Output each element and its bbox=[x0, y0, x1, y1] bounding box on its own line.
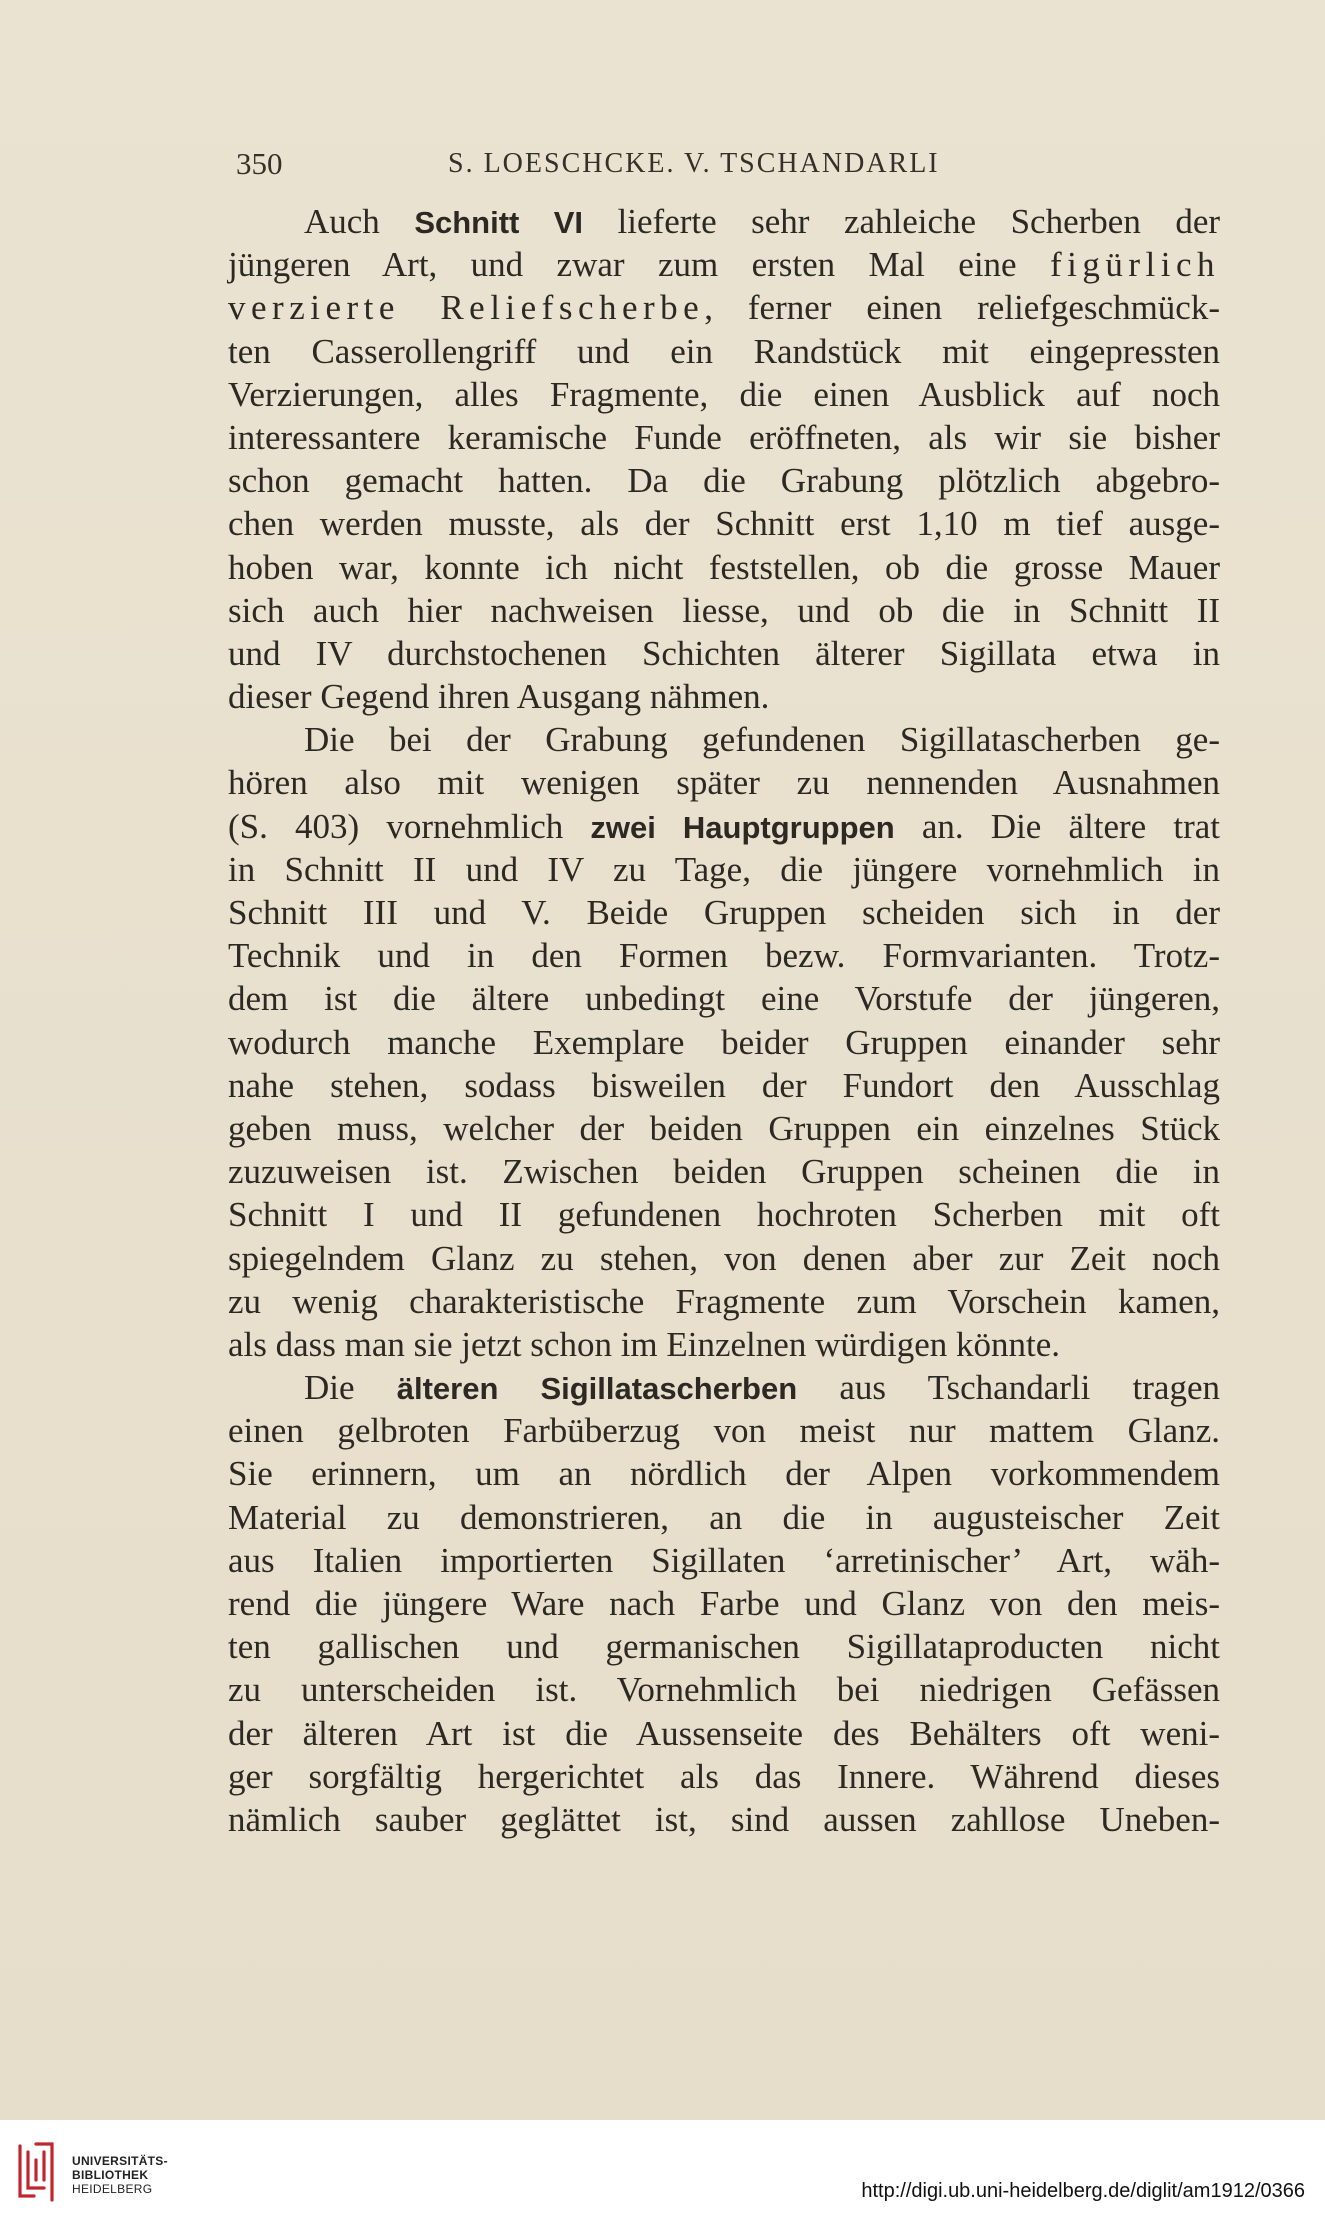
text-line: ten Casserollengriff und ein Randstück mit eingepressten bbox=[228, 331, 1220, 371]
text-line: wodurch manche Exemplare beider Gruppen einander sehr bbox=[228, 1022, 1220, 1062]
text-line: rend die jüngere Ware nach Farbe und Glanz von den meis- bbox=[228, 1584, 1220, 1623]
text-line: geben muss, welcher der beiden Gruppen ein einzelnes Stück bbox=[228, 1108, 1220, 1148]
text-line: aus Italien importierten Sigillaten ‘arretinischer’ Art, wäh- bbox=[228, 1540, 1220, 1580]
source-url[interactable]: http://digi.ub.uni-heidelberg.de/diglit/am1912/0366 bbox=[861, 2180, 1305, 2202]
text-line: Schnitt III und V. Beide Gruppen scheiden sich in der bbox=[228, 893, 1220, 932]
text-line: schon gemacht hatten. Da die Grabung plötzlich abgebro- bbox=[228, 461, 1220, 501]
text-line: Die älteren Sigillatascherben aus Tschandarli tragen bbox=[304, 1368, 1220, 1408]
text-line: Die bei der Grabung gefundenen Sigillatascherben ge- bbox=[304, 720, 1220, 760]
page-number: 350 bbox=[236, 146, 283, 181]
spaced-term: verzierte Reliefscherbe bbox=[228, 288, 705, 328]
text-line: in Schnitt II und IV zu Tage, die jüngere vornehmlich in bbox=[228, 849, 1220, 889]
text-line: hören also mit wenigen später zu nennenden Ausnahmen bbox=[228, 763, 1220, 803]
text-line: zu unterscheiden ist. Vornehmlich bei niedrigen Gefässen bbox=[228, 1670, 1220, 1710]
text-line: sich auch hier nachweisen liesse, und ob die in Schnitt II bbox=[228, 590, 1220, 630]
text-line: (S. 403) vornehmlich zwei Hauptgruppen an. Die ältere trat bbox=[228, 806, 1220, 846]
text-line: spiegelndem Glanz zu stehen, von denen aber zur Zeit noch bbox=[228, 1238, 1220, 1278]
text-line: Schnitt I und II gefundenen hochroten Scherben mit oft bbox=[228, 1195, 1220, 1235]
text-line: Technik und in den Formen bezw. Formvarianten. Trotz- bbox=[228, 936, 1220, 976]
text-line: Material zu demonstrieren, an die in augusteischer Zeit bbox=[228, 1497, 1220, 1537]
text-line: interessantere keramische Funde eröffneten, als wir sie bisher bbox=[228, 417, 1220, 457]
text-line: Auch Schnitt VI lieferte sehr zahleiche Scherben der bbox=[304, 202, 1221, 241]
text-line: nahe stehen, sodass bisweilen der Fundort den Ausschlag bbox=[228, 1065, 1220, 1105]
bold-term: zwei Hauptgruppen bbox=[590, 809, 895, 845]
text-line: dieser Gegend ihren Ausgang nähmen. bbox=[228, 677, 770, 717]
text-line: zuzuweisen ist. Zwischen beiden Gruppen scheinen die in bbox=[228, 1152, 1220, 1192]
text-line: jüngeren Art, und zwar zum ersten Mal eine figürlich bbox=[228, 245, 1220, 285]
university-library-logo-icon bbox=[14, 2138, 62, 2204]
text-line: ten gallischen und germanischen Sigillataproducten nicht bbox=[228, 1627, 1220, 1667]
text-line: chen werden musste, als der Schnitt erst 1,10 m tief ausge- bbox=[228, 504, 1220, 544]
text-line: ger sorgfältig hergerichtet als das Innere. Während dieses bbox=[228, 1756, 1220, 1796]
bold-term: Schnitt VI bbox=[414, 205, 584, 240]
text-line: nämlich sauber geglättet ist, sind aussen zahllose Uneben- bbox=[228, 1799, 1220, 1839]
library-name: UNIVERSITÄTS- BIBLIOTHEK HEIDELBERG bbox=[72, 2154, 168, 2196]
text-line: Verzierungen, alles Fragmente, die einen Ausblick auf noch bbox=[228, 374, 1220, 414]
text-line: als dass man sie jetzt schon im Einzelnen würdigen könnte. bbox=[228, 1324, 1061, 1364]
text-line: verzierte Reliefscherbe, ferner einen reliefgeschmück- bbox=[228, 288, 1220, 328]
text-line: einen gelbroten Farbüberzug von meist nur mattem Glanz. bbox=[228, 1411, 1220, 1451]
text-line: zu wenig charakteristische Fragmente zum Vorschein kamen, bbox=[228, 1281, 1220, 1321]
text-line: und IV durchstochenen Schichten älterer Sigillata etwa in bbox=[228, 633, 1220, 673]
text-line: der älteren Art ist die Aussenseite des Behälters oft weni- bbox=[228, 1713, 1220, 1753]
spaced-term: figürlich bbox=[1049, 245, 1220, 285]
text-line: Sie erinnern, um an nördlich der Alpen vorkommendem bbox=[228, 1454, 1220, 1494]
text-line: dem ist die ältere unbedingt eine Vorstufe der jüngeren, bbox=[228, 979, 1220, 1019]
text-line: hoben war, konnte ich nicht feststellen, ob die grosse Mauer bbox=[228, 547, 1220, 587]
footer-bar bbox=[0, 2120, 1325, 2226]
running-title: S. LOESCHCKE. V. TSCHANDARLI bbox=[448, 148, 940, 179]
bold-term: älteren Sigillatascherben bbox=[396, 1371, 798, 1407]
body-text bbox=[228, 200, 1220, 1841]
